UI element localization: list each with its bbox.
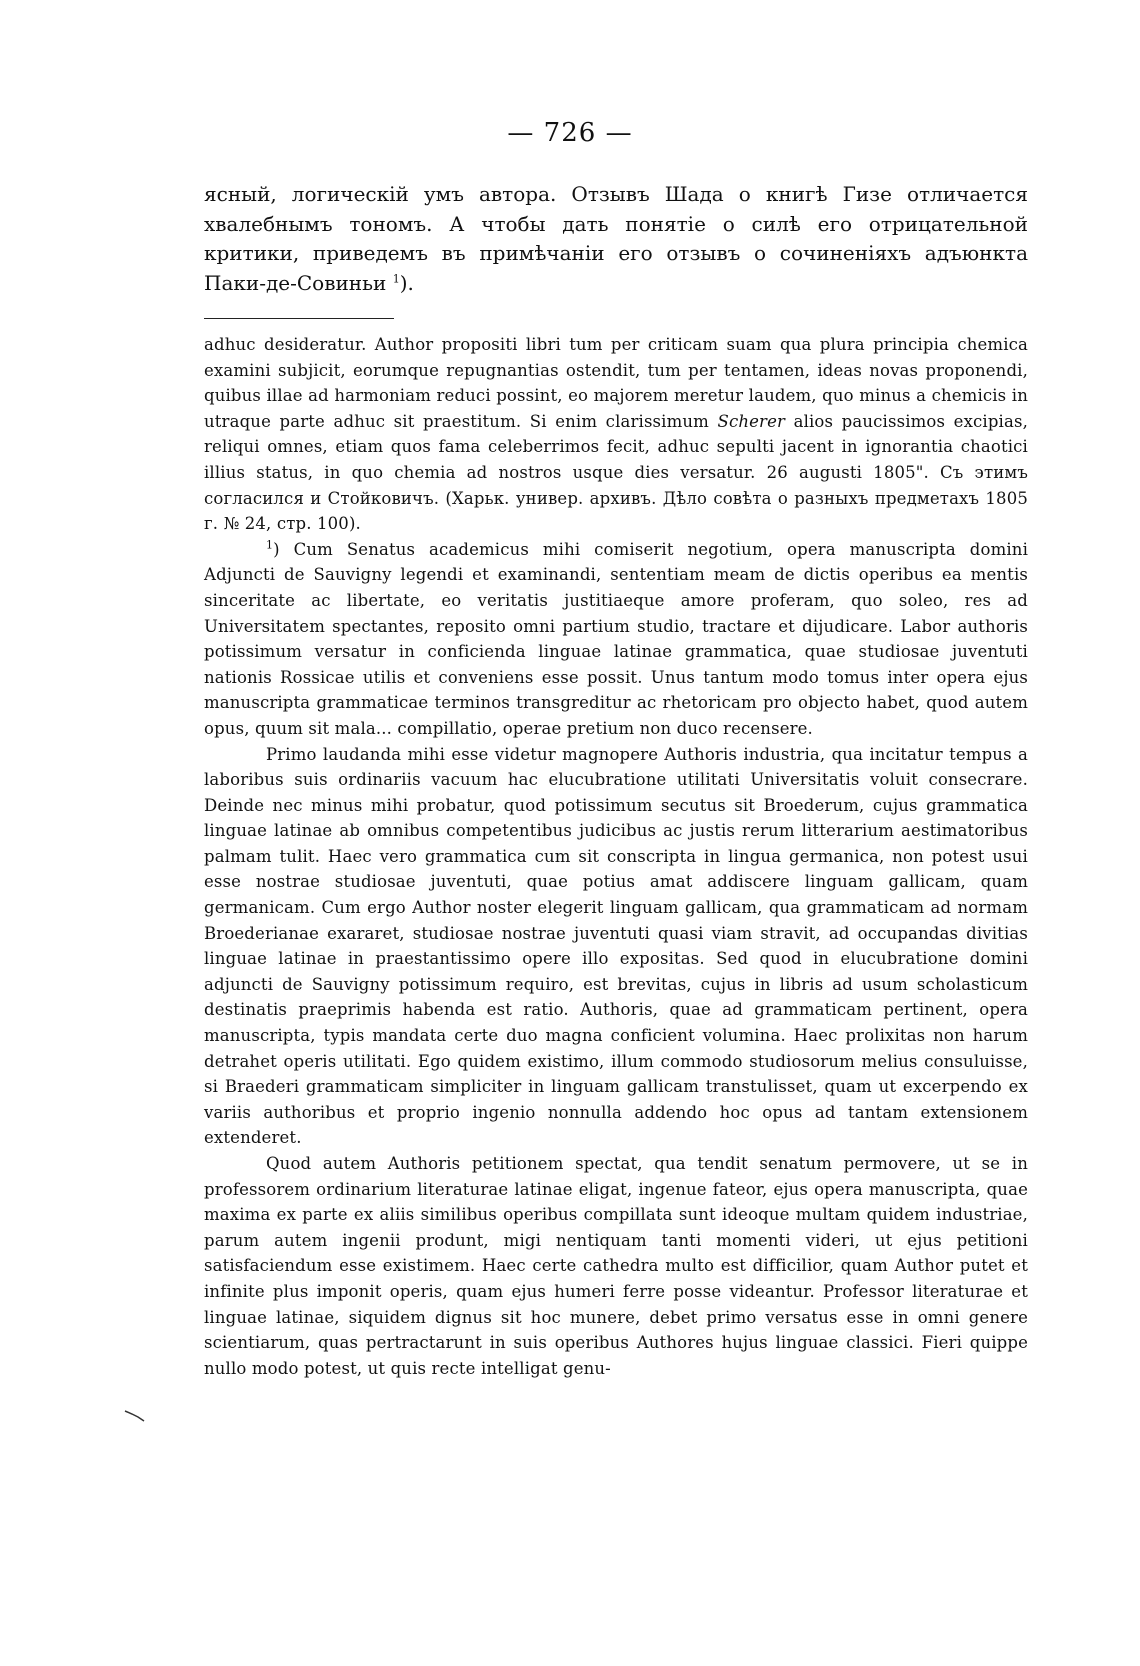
- footnote-reference: 1: [392, 271, 400, 285]
- footnote-divider: [204, 318, 394, 319]
- page-number: — 726 —: [507, 118, 633, 148]
- main-text: [204, 180, 1028, 298]
- continued-note-text: adhuc desideratur. Author propositi libri tum per criticam suam qua plura principia chemica examini subjicit, eorumque repugnantias ostendit, tum per tentamen, ideas novas proponendi, quibus illae ad harmoniam reduci possint, eo majorem meretur laudem, quo minus a chemicis in utraque parte adhuc sit praestitum. Si enim clarissimum: [204, 335, 1028, 431]
- main-paragraph-text: ясный, логическій умъ автора. Отзывъ Шада о книгѣ Гизе отличается хвалебнымъ тономъ. А чтобы дать понятіе о силѣ его отрицательной критики, приведемъ въ примѣчаніи его отзывъ о сочиненіяхъ адъюнкта Паки-де-Совиньи: [204, 182, 1028, 295]
- continued-note-text-end: alios paucissimos excipias, reliqui omnes, etiam quos fama celeberrimos fecit, adhuc sepulti jacent in ignorantia chaotici illius status, in quo chemia ad nostros usque dies versatur. 26 augusti 1805". Съ этимъ согласился и Стойковичъ. (Харьк. универ. архивъ. Дѣло совѣта о разныхъ предметахъ 1805 г. № 24, стр. 100).: [204, 411, 1028, 534]
- footnote-paragraph-3: Quod autem Authoris petitionem spectat, qua tendit senatum permovere, ut se in professorem ordinarium literaturae latinae eligat, ingenue fateor, ejus opera manuscripta, quae maxima ex parte ex aliis similibus operibus compillata sunt ideoque multam quidem industriae, parum autem ingenii produnt, migi nentiquam tanti momenti videri, ut ejus petitioni satisfaciendum esse existimem. Haec certe cathedra multo est difficilior, quam Author putet et infinite plus imponit operis, quam ejus humeri ferre posse videantur. Professor literaturae et linguae latinae, siquidem dignus sit hoc munere, debet primo versatus esse in omni genere scientiarum, quas pertractarunt in suis operibus Authores hujus linguae classici. Fieri quippe nullo modo potest, ut quis recte intelligat genu-: [204, 1154, 1028, 1378]
- stray-ink-mark: [124, 1410, 146, 1422]
- footnote-text: ) Cum Senatus academicus mihi comiserit negotium, opera manuscripta domini Adjuncti de Sauvigny legendi et examinandi, sententiam meam de dictis operibus ea mentis sinceritate ac libertate, eo veritatis justitiaeque amore proferam, quo soleo, res ad Universitatem spectantes, reposito omni partium studio, tractare et dijudicare. Labor authoris potissimum versatur in conficienda linguae latinae grammatica, quae studiosae juventuti nationis Rossicae utilis et conveniens esse possit. Unus tantum modo tomus inter opera ejus manuscripta grammaticae terminos transgreditur ac rhetoricam pro objecto habet, quod autem opus, quum sit mala... compillatio, operae pretium non duco recensere.: [204, 539, 1028, 738]
- footnote-1: [204, 537, 1028, 742]
- footnote-marker: 1: [266, 538, 274, 552]
- footnote-paragraph-2: Primo laudanda mihi esse videtur magnopere Authoris industria, qua incitatur tempus a laboribus suis ordinariis vacuum hac elucubratione utilitati Universitatis voluit consecrare. Deinde nec minus mihi probatur, quod potissimum secutus sit Broederum, cujus grammatica linguae latinae ab omnibus competentibus judicibus ac justis rerum litterarium aestimatoribus palmam tulit. Haec vero grammatica cum sit conscripta in lingua germanica, non potest usui esse nostrae studiosae juventuti, quae potius amat addiscere linguam gallicam, quam germanicam. Cum ergo Author noster elegerit linguam gallicam, qua grammaticam ad normam Broederianae exararet, studiosae nostrae juventuti quasi viam stravit, ad occupandas divitias linguae latinae in praestantissimo opere illo expositas. Sed quod in elucubratione domini adjuncti de Sauvigny potissimum requiro, est brevitas, cujus in libris ad usum scholasticum destinatis praeprimis habenda est ratio. Authoris, quae ad grammaticam pertinent, opera manuscripta, typis mandata certe duo magna conficient volumina. Haec prolixitas non harum detrahet operis utilitati. Ego quidem existimo, illum commodo studiosorum melius consuluisse, si Braederi grammaticam simpliciter in linguam gallicam transtulisset, quam ut excerpendo ex variis authoribus et proprio ingenio nonnulla addendo hoc opus ad tantam extensionem extenderet.: [204, 744, 1028, 1148]
- main-paragraph: [204, 180, 1028, 298]
- continued-note: [204, 332, 1028, 537]
- continued-note-italic: Scherer: [717, 411, 786, 431]
- notes-section: [204, 332, 1028, 1381]
- main-paragraph-end: ).: [399, 270, 414, 295]
